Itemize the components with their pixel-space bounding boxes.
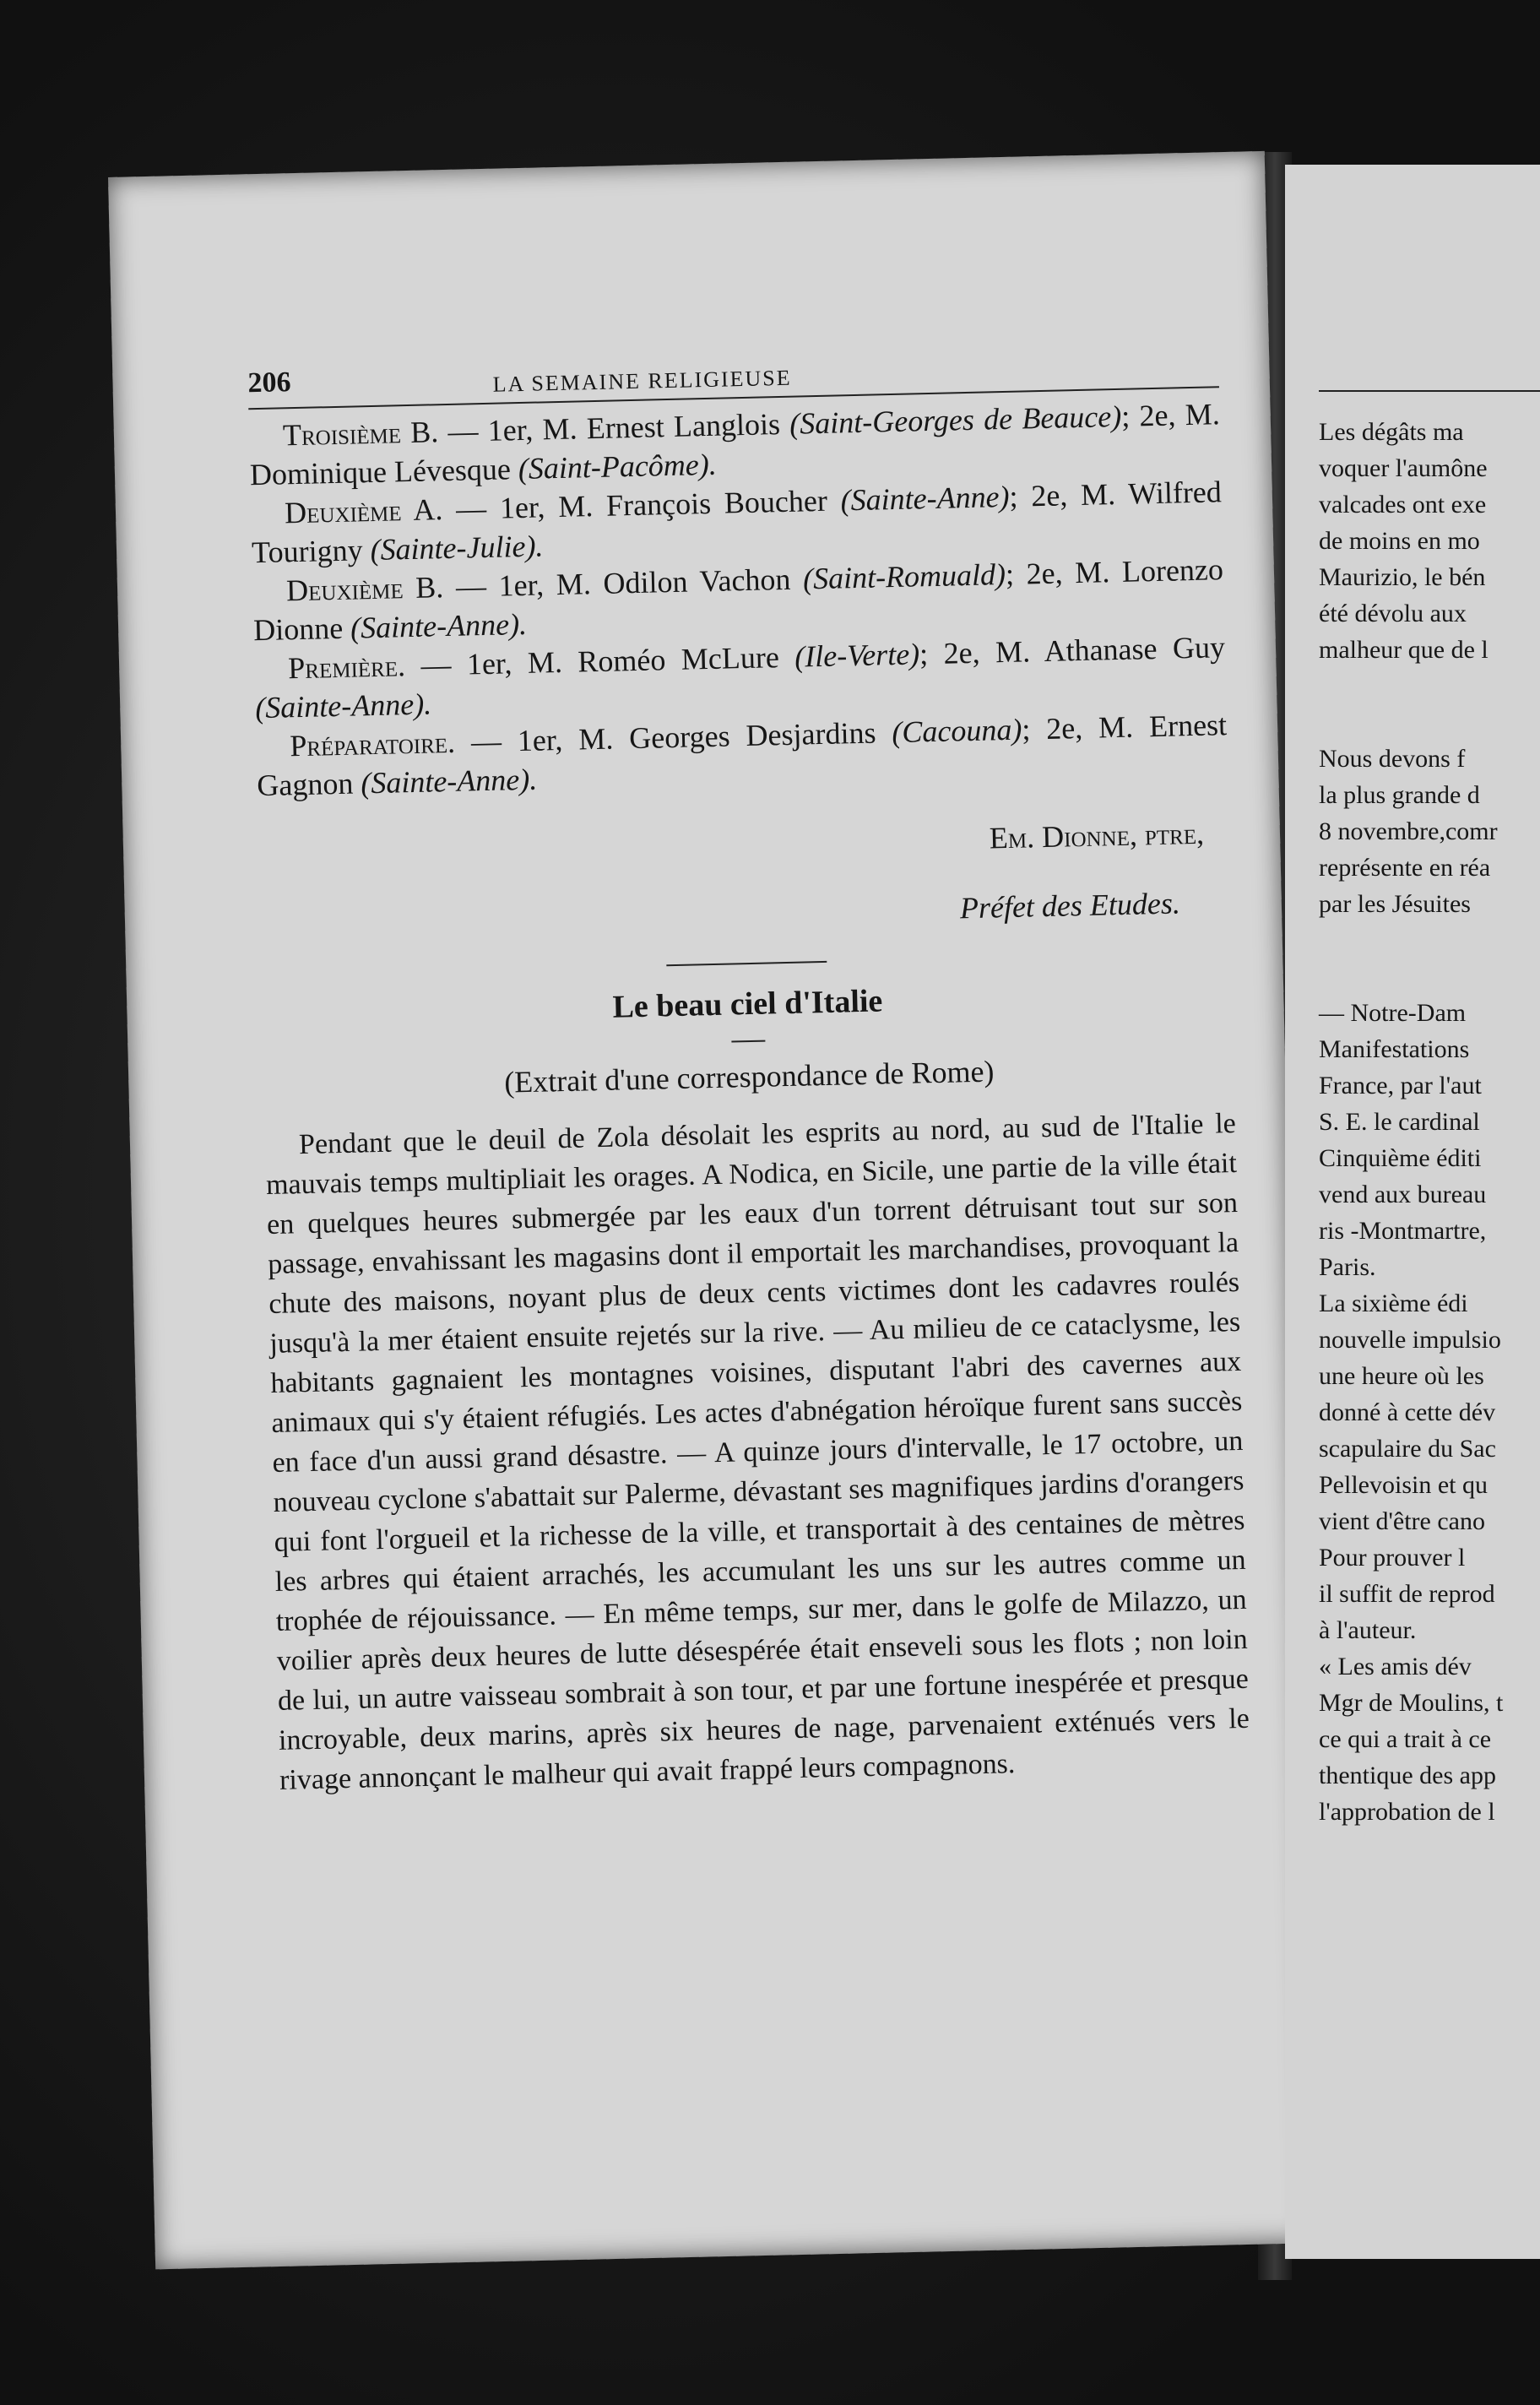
right-page-line: une heure où les (1319, 1362, 1484, 1390)
class-label: Préparatoire. (289, 725, 456, 763)
right-page-rule (1319, 390, 1540, 392)
right-page-line: Cinquième éditi (1319, 1144, 1482, 1172)
right-page-line: S. E. le cardinal (1319, 1108, 1480, 1136)
right-page-line: Paris. (1319, 1253, 1376, 1281)
place-name: (Sainte-Anne). (350, 606, 528, 645)
right-page-line: France, par l'aut (1319, 1072, 1482, 1099)
place-name: (Saint-Georges de Beauce) (789, 399, 1122, 441)
result-text: — 1er, M. François Boucher (442, 483, 842, 527)
right-page-line: Nous devons f (1319, 745, 1466, 773)
right-page-line: « Les amis dév (1319, 1653, 1472, 1680)
left-page-text (247, 342, 1250, 1800)
right-page-line: vend aux bureau (1319, 1181, 1487, 1208)
right-page-line: vient d'être cano (1319, 1507, 1485, 1535)
right-page-line: voquer l'aumône (1319, 454, 1488, 482)
results-list (248, 394, 1228, 805)
result-text: ; 2e, M. Dominique Lévesque (249, 397, 1221, 492)
right-page-line: il suffit de reprod (1319, 1580, 1495, 1608)
signature-title: Préfet des Etudes. (959, 886, 1181, 926)
right-page-line: ris -Montmartre, (1319, 1217, 1487, 1245)
right-page-line: par les Jésuites (1319, 890, 1471, 918)
place-name: (Saint-Romuald) (802, 557, 1006, 596)
right-page-line: thentique des app (1319, 1762, 1496, 1789)
right-page-line: Pour prouver l (1319, 1544, 1466, 1572)
right-page-line: Pellevoisin et qu (1319, 1471, 1488, 1499)
right-page-line: à l'auteur. (1319, 1616, 1417, 1644)
right-page-line: La sixième édi (1319, 1289, 1468, 1317)
result-text: ; 2e, M. Ernest Gagnon (256, 708, 1228, 803)
right-page-line: Les dégâts ma (1319, 418, 1464, 446)
right-page-line: représente en réa (1319, 854, 1491, 882)
right-page-line (1319, 704, 1540, 741)
class-label: Première. (287, 649, 406, 686)
right-page-line: Maurizio, le bén (1319, 563, 1486, 591)
right-page-line: de moins en mo (1319, 527, 1480, 555)
result-text: — 1er, M. Odilon Vachon (442, 562, 804, 605)
article-title: Le beau ciel d'Italie (612, 983, 883, 1025)
result-text: ; 2e, M. Lorenzo Dionne (252, 552, 1224, 648)
place-name: (Sainte-Anne). (254, 687, 432, 725)
place-name: (Sainte-Anne). (360, 762, 538, 801)
article-body: Pendant que le deuil de Zola désolait les esprits au nord, au sud de l'Italie le mauvais temps multipliait les orages. A Nodica, en Sicile, une partie de la ville était en quelques heures submergée par les eaux d'un torrent détruisant tout sur son passage, envahissant les magasins dont il emportait les marchandises, provoquant la chute des maisons, noyant plus de deux cents victimes dont les cadavres roulés jusqu'à la mer étaient ensuite rejetés sur la rive. — Au milieu de ce cataclysme, les habitants gagnaient les montagnes voisines, disputant l'abri des cavernes aux animaux qui s'y étaient réfugiés. Les actes d'abnégation héroïque furent sans succès en face d'un aussi grand désastre. — A quinze jours d'intervalle, le 17 octobre, un nouveau cyclone s'abattait sur Palerme, dévastant ses magnifiques jardins d'orangers qui font l'orgueil et la richesse de la ville, et transportait à des centaines de mètres les arbres qui étaient arrachés, les accumulant les uns sur les autres comme un trophée de réjouissance. — En même temps, sur mer, dans le golfe de Milazzo, un voilier après deux heures de lutte désespérée était enseveli sous les flots ; non loin de lui, un autre vaisseau sombrait à son tour, et par une fortune inespérée et presque incroyable, deux marins, après six heures de nage, parvenaient exténués vers le rivage annonçant le malheur qui avait frappé leurs compagnons. (265, 1107, 1250, 1796)
right-page-line (1319, 958, 1540, 995)
right-page-line: été dévolu aux (1319, 600, 1467, 627)
place-name: (Cacouna) (891, 712, 1022, 750)
right-page-line: valcades ont exe (1319, 491, 1487, 518)
right-page-line: la plus grande d (1319, 781, 1480, 809)
place-name: (Saint-Pacôme). (518, 447, 718, 486)
right-page-line: ce qui a trait à ce (1319, 1725, 1492, 1753)
class-label: Deuxième A. (284, 492, 443, 530)
place-name: (Sainte-Anne) (840, 479, 1010, 518)
page-number: 206 (247, 366, 291, 399)
class-label: Troisième B. (282, 415, 439, 453)
article-subtitle: (Extrait d'une correspondance de Rome) (503, 1054, 995, 1099)
right-page-line: donné à cette dév (1319, 1398, 1496, 1426)
right-page-line: l'approbation de l (1319, 1798, 1495, 1826)
right-page-line: malheur que de l (1319, 636, 1488, 664)
left-page (108, 151, 1312, 2269)
right-page-line: — Notre-Dam (1319, 999, 1467, 1027)
right-page-line: Manifestations (1319, 1035, 1470, 1063)
right-page-line: Mgr de Moulins, t (1319, 1689, 1504, 1717)
place-name: (Sainte-Julie). (370, 529, 544, 567)
class-label: Deuxième B. (285, 570, 444, 608)
right-page-line: scapulaire du Sac (1319, 1435, 1496, 1463)
right-page-line (1319, 668, 1540, 704)
title-dash (731, 1040, 765, 1043)
right-page (1285, 165, 1540, 2259)
right-page-text (1319, 414, 1540, 1830)
result-text: — 1er, M. Georges Desjardins (454, 715, 892, 759)
right-page-line: nouvelle impulsio (1319, 1326, 1501, 1354)
result-text: ; 2e, M. Athanase Guy (919, 630, 1226, 671)
running-title: LA SEMAINE RELIGIEUSE (492, 365, 792, 397)
result-text: — 1er, M. Roméo McLure (404, 639, 795, 683)
right-page-line (1319, 922, 1540, 958)
right-page-line: 8 novembre,comr (1319, 817, 1498, 845)
result-text: ; 2e, M. Wilfred Tourigny (251, 475, 1223, 570)
signature-name: Em. Dionne, ptre, (989, 816, 1205, 855)
section-rule (666, 961, 827, 966)
place-name: (Ile-Verte) (794, 637, 920, 674)
result-text: — 1er, M. Ernest Langlois (437, 406, 790, 449)
